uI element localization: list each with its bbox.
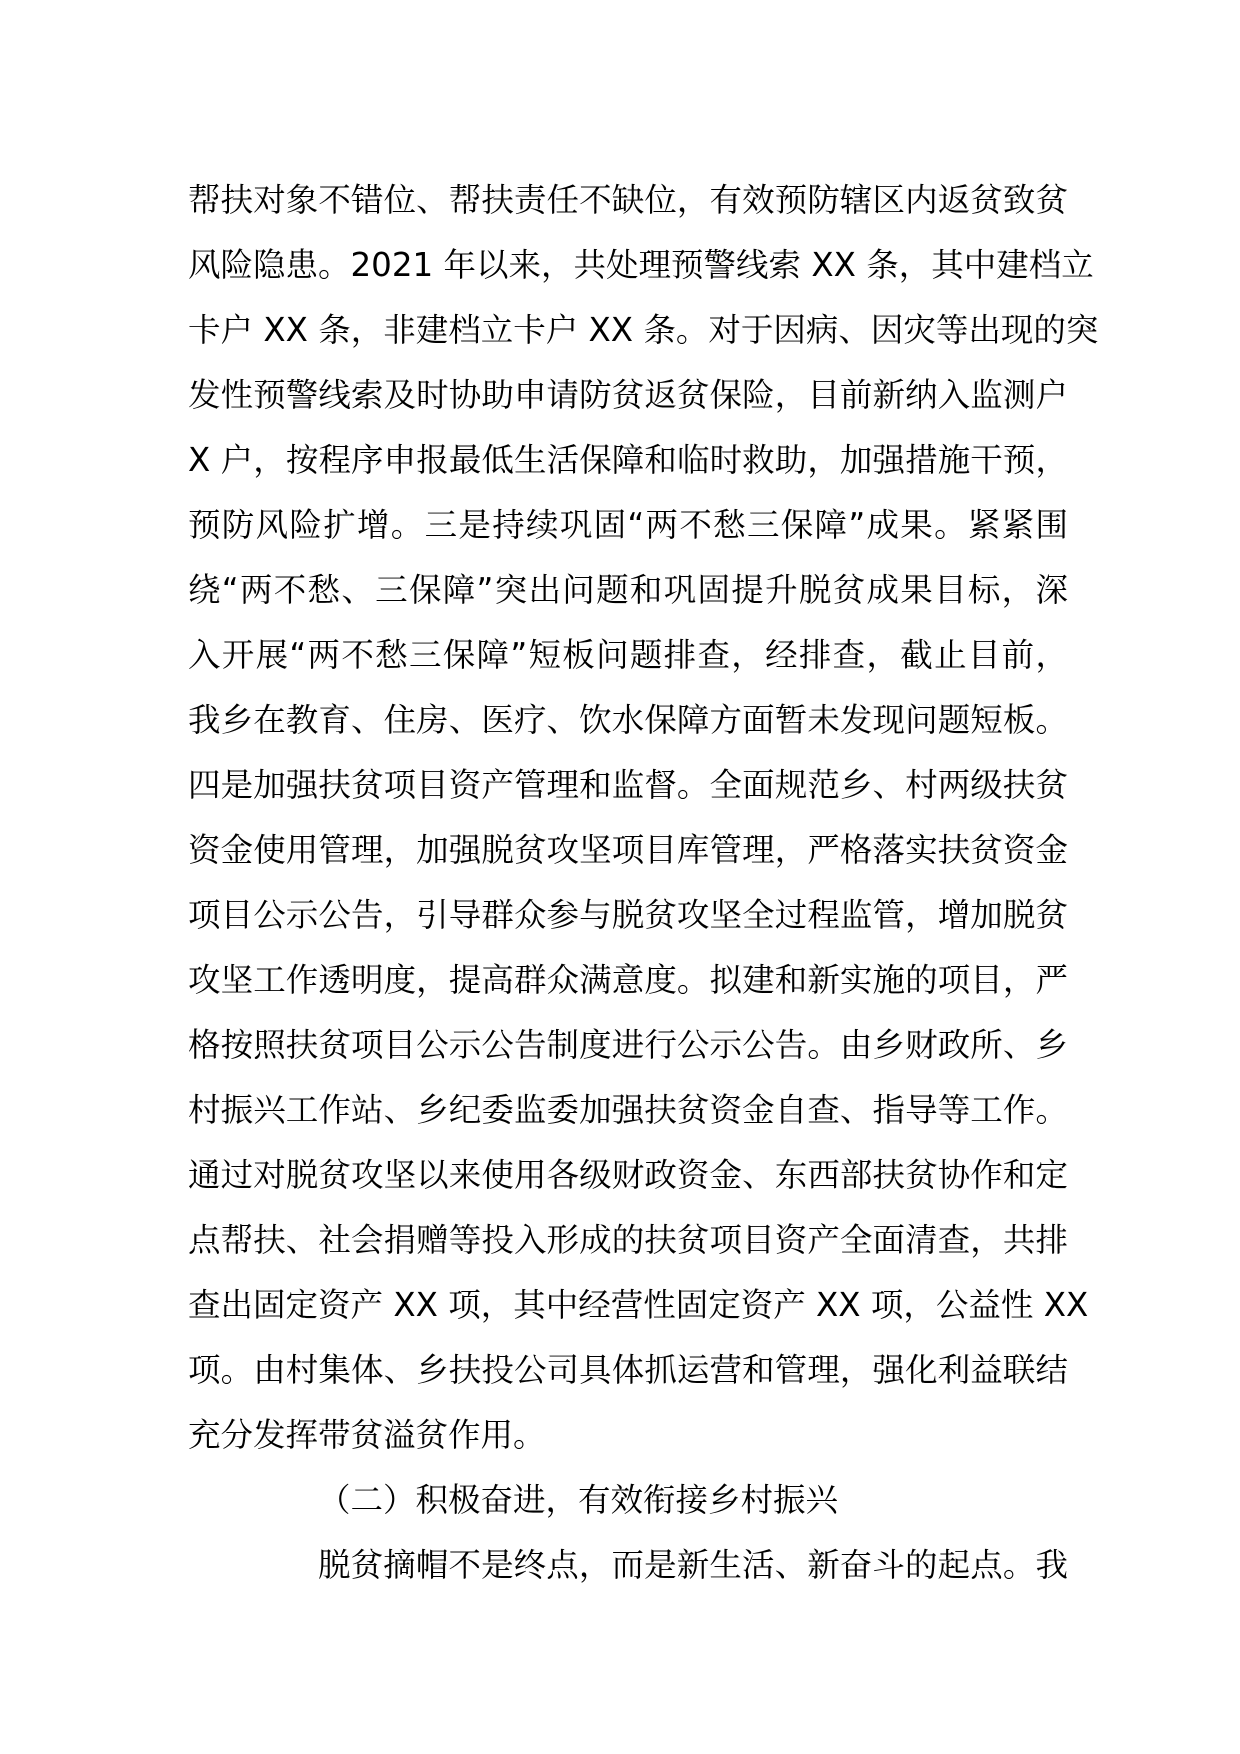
text-line: 格按照扶贫项目公示公告制度进行公示公告。由乡财政所、乡: [188, 1026, 1068, 1064]
text-line: 发性预警线索及时协助申请防贫返贫保险，目前新纳入监测户: [188, 376, 1068, 414]
text-line: 预防风险扩增。三是持续巩固“两不愁三保障”成果。紧紧围: [188, 506, 1068, 544]
paragraph-first-line: 脱贫摘帽不是终点，而是新生活、新奋斗的起点。我: [318, 1546, 1068, 1584]
body-text: [188, 168, 1099, 1598]
text-line: 我乡在教育、住房、医疗、饮水保障方面暂未发现问题短板。: [188, 701, 1068, 739]
text-line: X 户，按程序申报最低生活保障和临时救助，加强措施干预，: [188, 441, 1068, 479]
text-line: 四是加强扶贫项目资产管理和监督。全面规范乡、村两级扶贫: [188, 766, 1068, 804]
text-line: 绕“两不愁、三保障”突出问题和巩固提升脱贫成果目标，深: [188, 571, 1068, 609]
text-line: 充分发挥带贫溢贫作用。: [188, 1416, 546, 1454]
text-line: 通过对脱贫攻坚以来使用各级财政资金、东西部扶贫协作和定: [188, 1156, 1068, 1194]
text-line: 风险隐患。2021 年以来，共处理预警线索 XX 条，其中建档立: [188, 246, 1094, 284]
text-line: 卡户 XX 条，非建档立卡户 XX 条。对于因病、因灾等出现的突: [188, 311, 1099, 349]
text-line: 资金使用管理，加强脱贫攻坚项目库管理，严格落实扶贫资金: [188, 831, 1068, 869]
text-line: 项。由村集体、乡扶投公司具体抓运营和管理，强化利益联结: [188, 1351, 1068, 1389]
text-line: 点帮扶、社会捐赠等投入形成的扶贫项目资产全面清查，共排: [188, 1221, 1068, 1259]
text-line: 攻坚工作透明度，提高群众满意度。拟建和新实施的项目，严: [188, 961, 1068, 999]
text-line: 项目公示公告，引导群众参与脱贫攻坚全过程监管，增加脱贫: [188, 896, 1068, 934]
section-heading: （二）积极奋进，有效衔接乡村振兴: [318, 1481, 839, 1519]
text-line: 村振兴工作站、乡纪委监委加强扶贫资金自查、指导等工作。: [188, 1091, 1068, 1129]
text-line: 查出固定资产 XX 项，其中经营性固定资产 XX 项，公益性 XX: [188, 1286, 1089, 1324]
text-line: 帮扶对象不错位、帮扶责任不缺位，有效预防辖区内返贫致贫: [188, 181, 1068, 219]
text-line: 入开展“两不愁三保障”短板问题排查，经排查，截止目前，: [188, 636, 1068, 674]
